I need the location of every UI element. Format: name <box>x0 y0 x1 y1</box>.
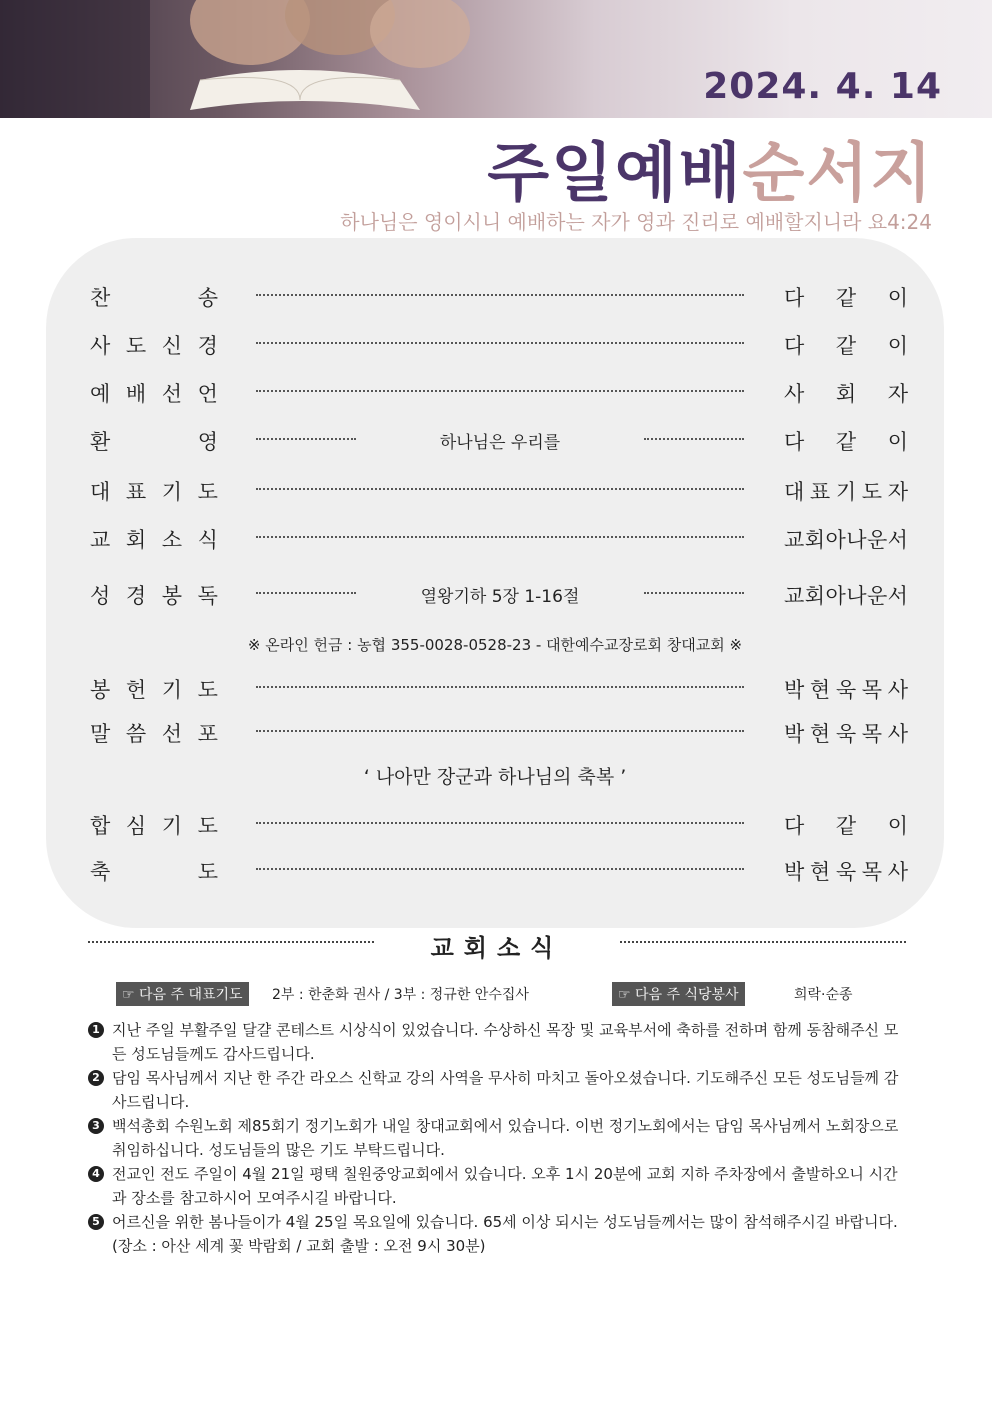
scripture-reading: 열왕기하 5장 1-16절 <box>420 587 580 607</box>
order-label <box>90 330 218 360</box>
label-char: 자 <box>887 480 908 504</box>
hymn-title: 하나님은 우리를 <box>439 433 561 453</box>
label-char: 대 <box>90 480 111 504</box>
scripture-verse: 하나님은 영이시니 예배하는 자가 영과 진리로 예배할지니라 요4:24 <box>340 210 932 234</box>
label-char: 소 <box>161 528 183 552</box>
dotted-leader <box>644 592 744 594</box>
label-char: 다 <box>784 286 805 310</box>
news-list <box>88 1018 908 1258</box>
label-char: 송 <box>197 286 218 310</box>
label-char: 자 <box>887 382 908 406</box>
label-char: 기 <box>835 480 857 504</box>
label-char: 나 <box>846 528 867 552</box>
label-char: 독 <box>197 584 218 608</box>
label-char: 욱 <box>835 722 857 746</box>
order-who <box>784 524 908 554</box>
label-char: 다 <box>784 814 805 838</box>
order-label <box>90 476 218 506</box>
number-badge: 3 <box>88 1118 104 1134</box>
label-char: 도 <box>861 480 883 504</box>
order-row <box>46 674 944 708</box>
label-char: 표 <box>809 480 831 504</box>
label-char: 사 <box>887 678 908 702</box>
header-photo <box>0 0 992 118</box>
news-item <box>88 1210 908 1258</box>
label-char: 현 <box>809 860 831 884</box>
news-item <box>88 1066 908 1114</box>
order-row <box>46 282 944 316</box>
order-who <box>784 330 908 360</box>
next-prayer-tag: ☞ 다음 주 대표기도 <box>116 982 249 1006</box>
page-title <box>487 122 934 214</box>
label-char: 경 <box>125 584 147 608</box>
label-char: 회 <box>835 382 857 406</box>
label-char: 같 <box>835 334 857 358</box>
news-item <box>88 1162 908 1210</box>
label-char: 이 <box>887 814 908 838</box>
label-char: 말 <box>90 722 111 746</box>
label-char: 도 <box>197 480 218 504</box>
news-text: 전교인 전도 주일이 4월 21일 평택 칠원중앙교회에서 있습니다. 오후 1시 20분에 교회 지하 주차장에서 출발하오니 시간과 장소를 참고하시어 모여주시길 바랍니다. <box>112 1165 898 1207</box>
label-char: 서 <box>887 584 908 608</box>
news-text: 담임 목사님께서 지난 한 주간 라오스 신학교 강의 사역을 무사히 마치고 돌아오셨습니다. 기도해주신 모든 성도님들께 감사드립니다. <box>112 1069 899 1111</box>
news-text: 지난 주일 부활주일 달걀 콘테스트 시상식이 있었습니다. 수상하신 목장 및 교육부서에 축하를 전하며 함께 동참해주신 모든 성도님들께도 감사드립니다. <box>112 1021 899 1063</box>
dotted-leader <box>256 822 744 824</box>
label-char: 씀 <box>125 722 147 746</box>
order-row <box>46 524 944 558</box>
label-char: 아 <box>825 528 846 552</box>
dotted-leader <box>256 390 744 392</box>
order-who <box>784 674 908 704</box>
number-badge: 1 <box>88 1022 104 1038</box>
order-label <box>90 378 218 408</box>
title-part-2: 순서지 <box>742 137 934 211</box>
order-label <box>90 282 218 312</box>
next-meal-value: 희락·순종 <box>794 987 853 1003</box>
label-char: 영 <box>197 430 218 454</box>
dotted-leader <box>256 438 356 440</box>
next-prayer-value: 2부 : 한춘화 권사 / 3부 : 정규한 안수집사 <box>272 987 529 1003</box>
order-who <box>784 378 908 408</box>
order-label <box>90 856 218 886</box>
order-row <box>46 378 944 412</box>
order-who <box>784 580 908 610</box>
label-char: 박 <box>784 678 805 702</box>
order-label <box>90 718 218 748</box>
order-who <box>784 810 908 840</box>
label-char: 회 <box>125 528 147 552</box>
news-item <box>88 1018 908 1066</box>
label-char: 목 <box>861 678 883 702</box>
label-char: 합 <box>90 814 111 838</box>
order-row <box>46 810 944 844</box>
label-char: 사 <box>887 860 908 884</box>
label-char: 같 <box>835 286 857 310</box>
order-row <box>46 426 944 460</box>
order-who <box>784 282 908 312</box>
label-char: 표 <box>125 480 147 504</box>
label-char: 선 <box>161 722 183 746</box>
label-char: 아 <box>825 584 846 608</box>
label-char: 욱 <box>835 860 857 884</box>
dotted-leader <box>256 868 744 870</box>
order-who <box>784 426 908 456</box>
label-char: 사 <box>784 382 805 406</box>
label-char: 교 <box>784 584 805 608</box>
news-heading-bar <box>88 928 906 962</box>
label-char: 선 <box>161 382 183 406</box>
label-char: 식 <box>197 528 218 552</box>
order-row <box>46 476 944 510</box>
label-char: 포 <box>197 722 218 746</box>
number-badge: 2 <box>88 1070 104 1086</box>
order-label <box>90 810 218 840</box>
order-label <box>90 524 218 554</box>
label-char: 예 <box>90 382 111 406</box>
order-who <box>784 718 908 748</box>
label-char: 교 <box>784 528 805 552</box>
dotted-leader <box>620 941 906 943</box>
dotted-leader <box>256 342 744 344</box>
order-row <box>46 718 944 752</box>
order-label <box>90 674 218 704</box>
label-char: 같 <box>835 430 857 454</box>
news-item <box>88 1114 908 1162</box>
label-char: 신 <box>161 334 183 358</box>
label-char: 봉 <box>161 584 183 608</box>
dotted-leader <box>644 438 744 440</box>
label-char: 축 <box>90 860 111 884</box>
label-char: 욱 <box>835 678 857 702</box>
label-char: 사 <box>90 334 111 358</box>
label-char: 환 <box>90 430 111 454</box>
label-char: 기 <box>161 814 183 838</box>
label-char: 교 <box>90 528 111 552</box>
dotted-leader <box>256 488 744 490</box>
label-char: 대 <box>784 480 805 504</box>
label-char: 찬 <box>90 286 111 310</box>
dotted-leader <box>256 686 744 688</box>
order-label <box>90 426 218 456</box>
order-who <box>784 476 908 506</box>
dotted-leader <box>256 730 744 732</box>
label-char: 이 <box>887 334 908 358</box>
label-char: 회 <box>804 528 826 552</box>
order-label <box>90 580 218 610</box>
label-char: 봉 <box>90 678 111 702</box>
label-char: 사 <box>887 722 908 746</box>
order-who <box>784 856 908 886</box>
label-char: 헌 <box>125 678 147 702</box>
next-meal-tag: ☞ 다음 주 식당봉사 <box>612 982 745 1006</box>
worship-order-panel <box>46 238 944 928</box>
service-date: 2024. 4. 14 <box>703 66 942 107</box>
label-char: 다 <box>784 334 805 358</box>
news-text: 백석총회 수원노회 제85회기 정기노회가 내일 창대교회에서 있습니다. 이번 정기노회에서는 담임 목사님께서 노회장으로 취임하십니다. 성도님들의 많은 기도 부탁드립니다. <box>112 1117 899 1159</box>
label-char: 현 <box>809 678 831 702</box>
label-char: 박 <box>784 860 805 884</box>
label-char: 배 <box>125 382 147 406</box>
label-char: 도 <box>197 814 218 838</box>
number-badge: 4 <box>88 1166 104 1182</box>
label-char: 박 <box>784 722 805 746</box>
label-char: 기 <box>161 678 183 702</box>
label-char: 회 <box>804 584 826 608</box>
label-char: 같 <box>835 814 857 838</box>
label-char: 심 <box>125 814 147 838</box>
label-char: 이 <box>887 286 908 310</box>
label-char: 운 <box>866 528 888 552</box>
label-char: 도 <box>197 678 218 702</box>
dotted-leader <box>256 536 744 538</box>
label-char: 도 <box>197 860 218 884</box>
label-char: 운 <box>866 584 888 608</box>
order-row <box>46 580 944 614</box>
news-heading: 교회소식 <box>430 934 564 962</box>
online-offering-note: ※ 온라인 헌금 : 농협 355-0028-0528-23 - 대한예수교장로회 창대교회 ※ <box>247 636 743 654</box>
label-char: 목 <box>861 722 883 746</box>
label-char: 목 <box>861 860 883 884</box>
label-char: 나 <box>846 584 867 608</box>
label-char: 성 <box>90 584 111 608</box>
dotted-leader <box>256 592 356 594</box>
order-row <box>46 856 944 890</box>
label-char: 도 <box>125 334 147 358</box>
label-char: 이 <box>887 430 908 454</box>
label-char: 기 <box>161 480 183 504</box>
title-part-1: 주일예배 <box>487 137 743 211</box>
label-char: 다 <box>784 430 805 454</box>
sermon-title: ‘ 나아만 장군과 하나님의 축복 ’ <box>363 766 627 788</box>
order-row <box>46 330 944 364</box>
number-badge: 5 <box>88 1214 104 1230</box>
label-char: 언 <box>197 382 218 406</box>
label-char: 서 <box>887 528 908 552</box>
news-text: 어르신을 위한 봄나들이가 4월 25일 목요일에 있습니다. 65세 이상 되시는 성도님들께서는 많이 참석해주시길 바랍니다. (장소 : 아산 세계 꽃 박람회 / 교회 출발 : 오전 9시 30분) <box>112 1213 898 1255</box>
label-char: 현 <box>809 722 831 746</box>
dotted-leader <box>256 294 744 296</box>
label-char: 경 <box>197 334 218 358</box>
